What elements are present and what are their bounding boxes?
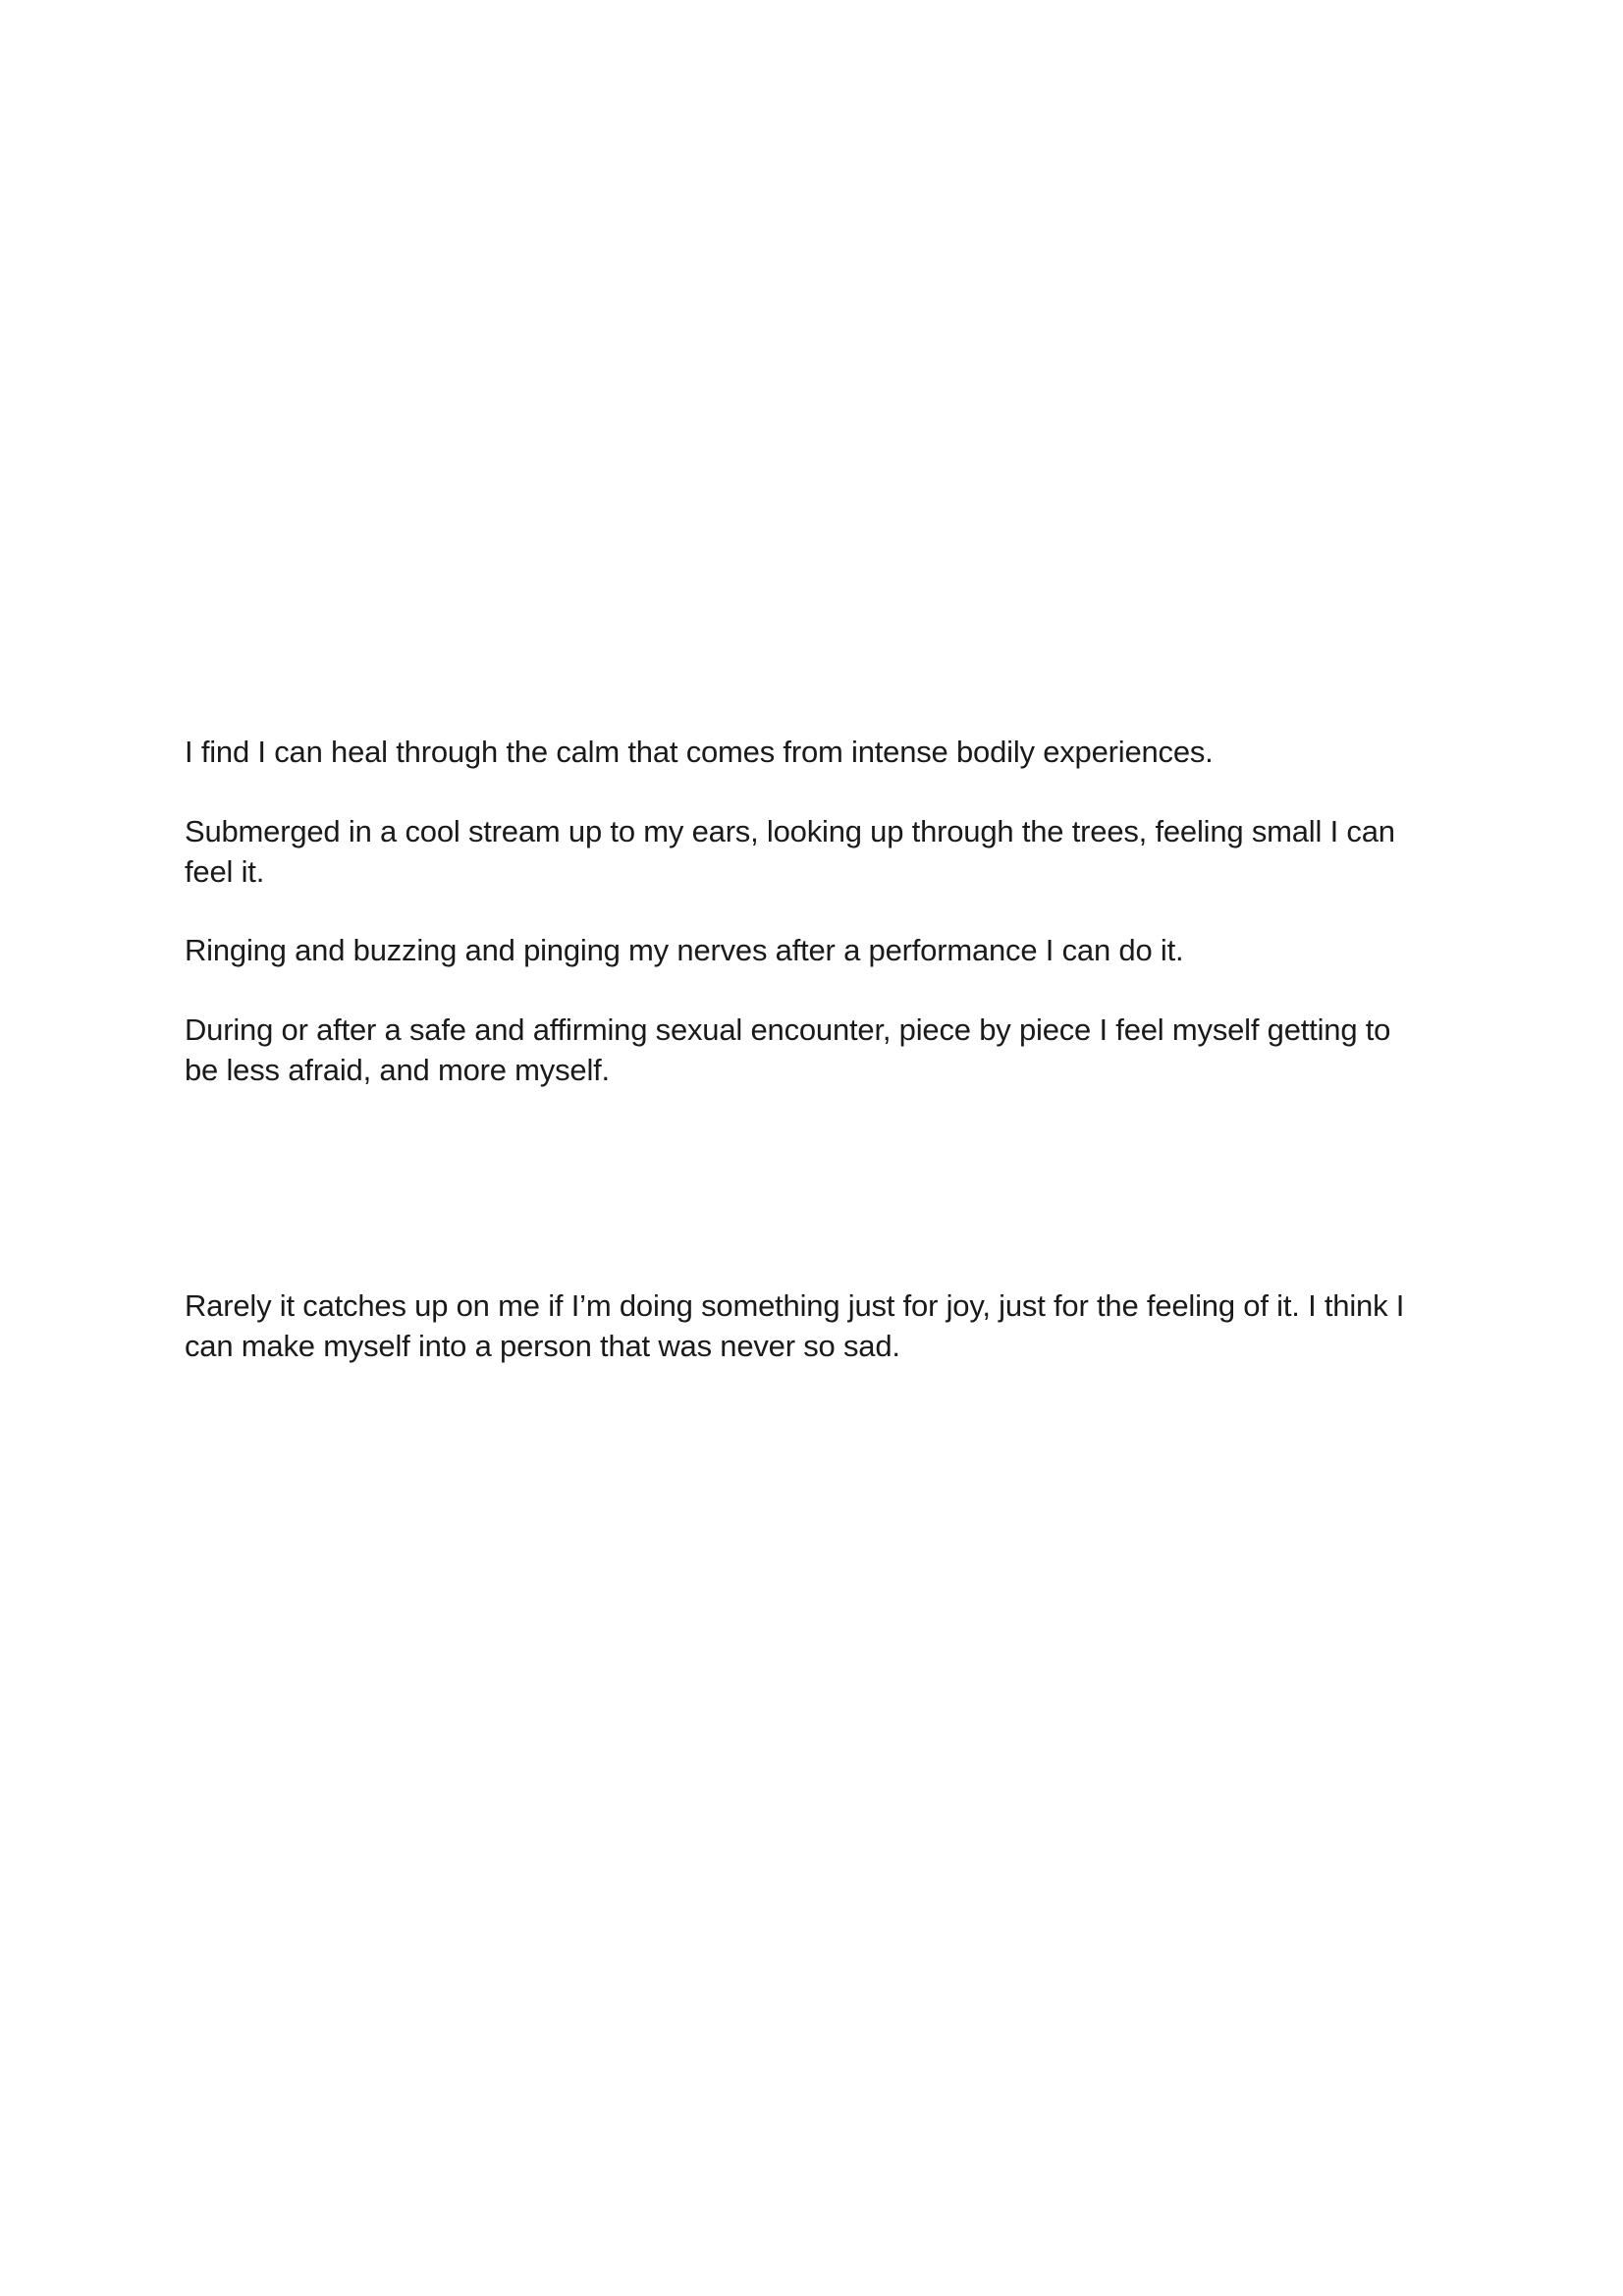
paragraph-3: Ringing and buzzing and pinging my nerves after a performance I can do it. xyxy=(185,933,1184,967)
paragraph-4: During or after a safe and affirming sexual encounter, piece by piece I feel myself getting to be less afraid, and more myself. xyxy=(185,1012,1391,1087)
paragraph-5: Rarely it catches up on me if I’m doing something just for joy, just for the feeling of it. I think I can make myself into a person that was never so sad. xyxy=(185,1288,1405,1363)
paragraph-1: I find I can heal through the calm that comes from intense bodily experiences. xyxy=(185,735,1214,769)
paragraph-2: Submerged in a cool stream up to my ears, looking up through the trees, feeling small I can feel it. xyxy=(185,814,1395,889)
